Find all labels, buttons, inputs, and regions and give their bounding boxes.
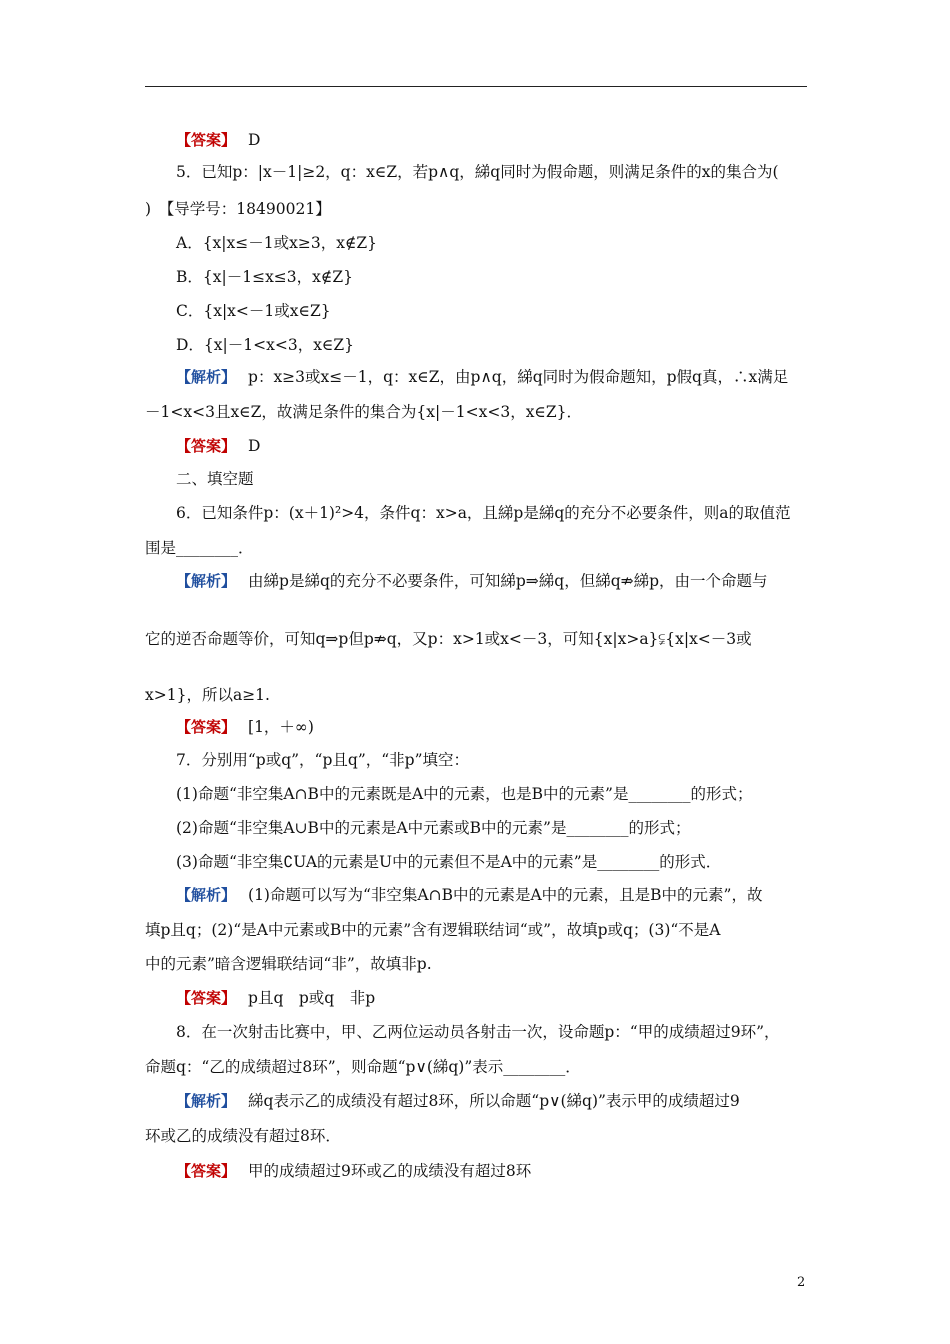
text-line [145, 1056, 581, 1078]
line-text: A．{x|x≤－1或x≥3，x∉Z} [176, 234, 378, 252]
text-line [145, 537, 254, 559]
line-text: 6．已知条件p：(x＋1)²>4，条件q：x>a，且綈p是綈q的充分不必要条件，则a的取值范 [176, 504, 791, 522]
text-line [176, 987, 375, 1009]
text-line [176, 749, 469, 771]
answer-label: 【答案】 [176, 131, 237, 149]
answer-label: 【答案】 [176, 1162, 237, 1180]
line-text: 环或乙的成绩没有超过8环． [145, 1127, 341, 1145]
analysis-label: 【解析】 [176, 886, 237, 904]
line-text: －1<x<3且x∈Z，故满足条件的集合为{x|－1<x<3，x∈Z}． [145, 403, 583, 421]
text-line [176, 783, 752, 805]
text-line [176, 716, 314, 738]
line-text: D．{x|－1<x<3，x∈Z} [176, 336, 355, 354]
line-text: 填p且q；(2)“是A中元素或B中的元素”含有逻辑联结词“或”，故填p或q；(3)“不是A [145, 921, 721, 939]
text-line [145, 628, 752, 650]
line-text: 5．已知p：|x－1|≥2，q：x∈Z，若p∧q，綈q同时为假命题，则满足条件的x的集合为( [176, 163, 779, 181]
text-line [176, 884, 762, 906]
line-text: (1)命题“非空集A∩B中的元素既是A中的元素，也是B中的元素”是________的形式； [176, 785, 753, 803]
text-line [145, 401, 582, 423]
line-text: (3)命题“非空集∁UA的元素是U中的元素但不是A中的元素”是________的形式． [176, 853, 722, 871]
line-text: ) 【导学号：18490021】 [145, 200, 331, 218]
text-line [176, 1090, 740, 1112]
analysis-label: 【解析】 [176, 368, 237, 386]
analysis-label: 【解析】 [176, 1092, 237, 1110]
answer-label: 【答案】 [176, 718, 237, 736]
line-text: C．{x|x<－1或x∈Z} [176, 302, 331, 320]
line-text: [1，＋∞) [248, 718, 314, 736]
line-text: 它的逆否命题等价，可知q⇒p但p⇏q，又p：x>1或x<－3，可知{x|x>a}⫋{x|x<－3或 [145, 630, 752, 648]
header-rule [145, 86, 807, 87]
line-text: 二、填空题 [176, 470, 254, 488]
text-line [176, 266, 353, 288]
text-line [176, 366, 788, 388]
line-text: 7．分别用“p或q”，“p且q”，“非p”填空： [176, 751, 470, 769]
line-text: 围是________． [145, 539, 254, 557]
answer-label: 【答案】 [176, 437, 237, 455]
line-text: D [248, 437, 261, 455]
page-number: 2 [797, 1275, 806, 1290]
text-line [176, 817, 690, 839]
line-text: p且q p或q 非p [248, 989, 376, 1007]
text-line [176, 468, 254, 490]
text-line [145, 953, 432, 975]
line-text: 甲的成绩超过9环或乙的成绩没有超过8环 [248, 1162, 532, 1180]
text-line [176, 435, 260, 457]
text-line [145, 919, 721, 941]
text-line [145, 1125, 341, 1147]
line-text: B．{x|－1≤x≤3，x∉Z} [176, 268, 354, 286]
line-text: 8．在一次射击比赛中，甲、乙两位运动员各射击一次，设命题p：“甲的成绩超过9环”， [176, 1023, 780, 1041]
text-line [176, 851, 721, 873]
text-line [176, 300, 331, 322]
text-line [145, 684, 270, 706]
analysis-label: 【解析】 [176, 572, 237, 590]
answer-label: 【答案】 [176, 989, 237, 1007]
line-text: 中的元素”暗含逻辑联结词“非”，故填非p. [145, 955, 432, 973]
line-text: p：x≥3或x≤－1，q：x∈Z，由p∧q，綈q同时为假命题知，p假q真，∴x满足 [248, 368, 789, 386]
text-line [176, 232, 377, 254]
text-line [176, 129, 260, 151]
text-line [176, 1160, 531, 1182]
text-line [176, 502, 791, 524]
line-text: (1)命题可以写为“非空集A∩B中的元素是A中的元素，且是B中的元素”，故 [248, 886, 763, 904]
line-text: (2)命题“非空集A∪B中的元素是A中元素或B中的元素”是________的形式； [176, 819, 691, 837]
line-text: D [248, 131, 261, 149]
line-text: x>1}，所以a≥1. [145, 686, 270, 704]
line-text: 命题q：“乙的成绩超过8环”，则命题“p∨(綈q)”表示________． [145, 1058, 581, 1076]
text-line [176, 1021, 780, 1043]
line-text: 由綈p是綈q的充分不必要条件，可知綈p⇒綈q，但綈q⇏綈p，由一个命题与 [248, 572, 768, 590]
text-line [145, 198, 331, 220]
text-line [176, 570, 768, 592]
text-line [176, 334, 354, 356]
text-line [176, 161, 779, 183]
line-text: 綈q表示乙的成绩没有超过8环，所以命题“p∨(綈q)”表示甲的成绩超过9 [248, 1092, 740, 1110]
